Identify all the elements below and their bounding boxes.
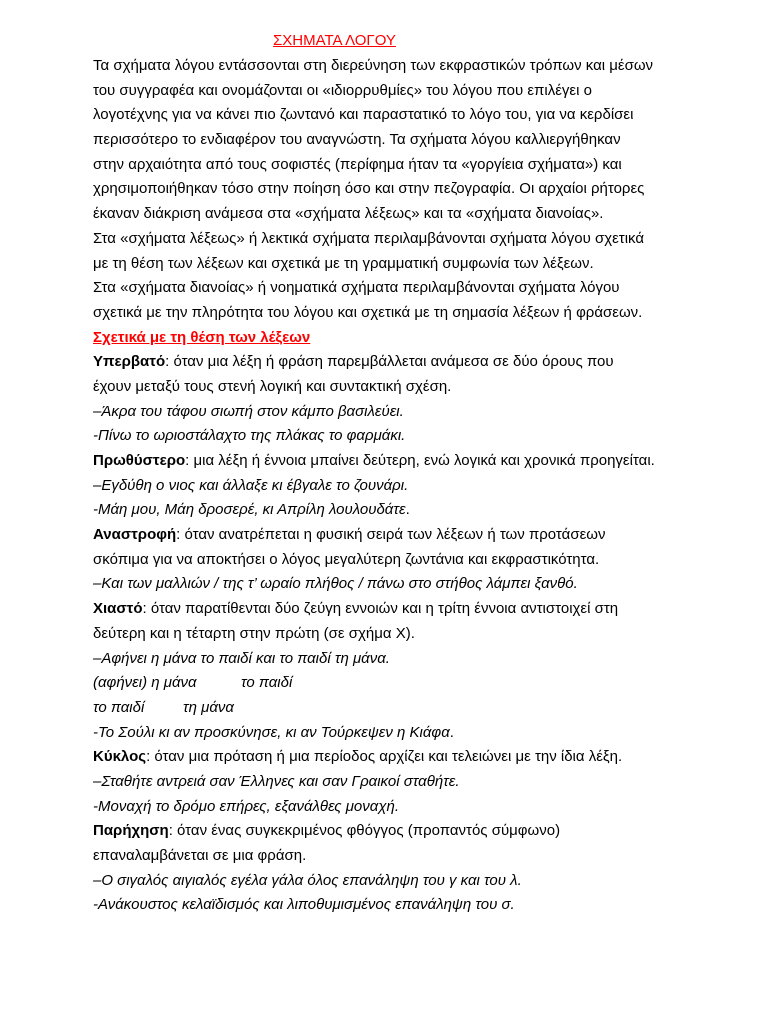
example-punctuation: . bbox=[405, 501, 410, 519]
term-chiasto: Χιαστό bbox=[93, 600, 143, 618]
term-parichisi: Παρήχηση bbox=[93, 822, 169, 840]
definition-text: επαναλαμβάνεται σε μια φράση. bbox=[93, 847, 307, 864]
example-line: –Ο σιγαλός αιγιαλός εγέλα γάλα όλος επανάληψη του γ και του λ. bbox=[93, 871, 522, 889]
term-definition-anastrofi bbox=[93, 523, 693, 548]
definition-text: : μια λέξη ή έννοια μπαίνει δεύτερη, ενώ λογικά και χρονικά προηγείται. bbox=[185, 452, 655, 469]
definition-text: δεύτερη και η τέταρτη στην πρώτη (σε σχήμα Χ). bbox=[93, 624, 415, 642]
example-line: -Ανάκουστος κελαϊδισμός και λιποθυμισμένος επανάληψη του σ. bbox=[93, 896, 515, 914]
term-hyperbato: Υπερβατό bbox=[93, 353, 166, 371]
intro-line: έκαναν διάκριση ανάμεσα στα «σχήματα λέξεως» και τα «σχήματα διανοίας». bbox=[93, 205, 604, 223]
intro-line: του συγγραφέα και ονομάζονται οι «ιδιορρυθμίες» του λόγου που επιλέγει ο bbox=[93, 81, 592, 99]
example-line bbox=[93, 498, 693, 523]
example-line: –Άκρα του τάφου σιωπή στον κάμπο βασιλεύει. bbox=[93, 402, 404, 420]
section-heading: Σχετικά με τη θέση των λέξεων bbox=[93, 328, 311, 346]
chiasm-diagram-row bbox=[93, 696, 693, 721]
example-line: –Εγδύθη ο νιος και άλλαξε κι έβγαλε το ζουνάρι. bbox=[93, 476, 409, 494]
term-definition-parichisi bbox=[93, 819, 693, 844]
intro-line: Στα «σχήματα διανοίας» ή νοηματικά σχήματα περιλαμβάνονται σχήματα λόγου bbox=[93, 279, 620, 297]
example-line: –Σταθήτε αντρειά σαν Έλληνες και σαν Γραικοί σταθήτε. bbox=[93, 772, 460, 790]
term-definition-chiasto bbox=[93, 597, 693, 622]
definition-text: έχουν μεταξύ τους στενή λογική και συντακτική σχέση. bbox=[93, 377, 452, 395]
intro-line: σχετικά με την πληρότητα του λόγου και σχετικά με τη σημασία λέξεων ή φράσεων. bbox=[93, 303, 643, 321]
section-heading-line bbox=[93, 326, 693, 351]
example-line: –Αφήνει η μάνα το παιδί και το παιδί τη μάνα. bbox=[93, 649, 390, 667]
intro-line: περισσότερο το ενδιαφέρον του αναγνώστη. Τα σχήματα λόγου καλλιεργήθηκαν bbox=[93, 131, 621, 149]
chiasm-cell: το παιδί bbox=[93, 698, 145, 716]
term-definition-kyklos bbox=[93, 745, 693, 770]
intro-line: χρησιμοποιήθηκαν τόσο στην ποίηση όσο και στην πεζογραφία. Οι αρχαίοι ρήτορες bbox=[93, 180, 645, 198]
definition-text: : όταν μια πρόταση ή μια περίοδος αρχίζει και τελειώνει με την ίδια λέξη. bbox=[146, 748, 623, 766]
term-prothystero: Πρωθύστερο bbox=[93, 452, 186, 469]
example-text: -Μάη μου, Μάη δροσερέ, κι Απρίλη λουλουδάτε bbox=[93, 501, 406, 519]
term-anastrofi: Αναστροφή bbox=[93, 526, 177, 544]
intro-line: με τη θέση των λέξεων και σχετικά με τη γραμματική συμφωνία των λέξεων. bbox=[93, 254, 594, 272]
example-line bbox=[93, 721, 693, 746]
example-text: -Το Σούλι κι αν προσκύνησε, κι αν Τούρκεψεν η Κιάφα bbox=[93, 723, 450, 741]
intro-line: Τα σχήματα λόγου εντάσσονται στη διερεύνηση των εκφραστικών τρόπων και μέσων bbox=[93, 57, 654, 74]
chiasm-cell: (αφήνει) η μάνα bbox=[93, 674, 197, 692]
example-line: -Μοναχή το δρόμο επήρες, εξανάλθες μοναχή. bbox=[93, 797, 400, 815]
page-title: ΣΧΗΜΑΤΑ ΛΟΓΟΥ bbox=[273, 32, 396, 49]
term-definition-prothystero bbox=[93, 449, 693, 474]
intro-line: λογοτέχνης για να κάνει πιο ζωντανό και παραστατικό το λόγο του, για να κερδίσει bbox=[93, 106, 634, 124]
chiasm-cell: τη μάνα bbox=[183, 698, 234, 716]
definition-text: : όταν ανατρέπεται η φυσική σειρά των λέξεων ή των προτάσεων bbox=[176, 526, 606, 544]
example-punctuation: . bbox=[449, 723, 454, 741]
intro-line: στην αρχαιότητα από τους σοφιστές (περίφημα ήταν τα «γοργίεια σχήματα») και bbox=[93, 155, 622, 173]
definition-text: σκόπιμα για να αποκτήσει ο λόγος μεγαλύτερη ζωντάνια και εκφραστικότητα. bbox=[93, 550, 600, 568]
term-definition-hyperbato bbox=[93, 350, 693, 375]
intro-line: Στα «σχήματα λέξεως» ή λεκτικά σχήματα περιλαμβάνονται σχήματα λόγου σχετικά bbox=[93, 229, 645, 247]
example-line: –Και των μαλλιών / της τ’ ωραίο πλήθος / πάνω στο στήθος λάμπει ξανθό. bbox=[93, 575, 578, 593]
definition-text: : όταν μια λέξη ή φράση παρεμβάλλεται ανάμεσα σε δύο όρους που bbox=[165, 353, 614, 371]
definition-text: : όταν παρατίθενται δύο ζεύγη εννοιών και η τρίτη έννοια αντιστοιχεί στη bbox=[142, 600, 619, 618]
example-line: -Πίνω το ωριοστάλαχτο της πλάκας το φαρμάκι. bbox=[93, 427, 406, 445]
chiasm-cell: το παιδί bbox=[241, 674, 293, 692]
term-kyklos: Κύκλος bbox=[93, 748, 147, 766]
definition-text: : όταν ένας συγκεκριμένος φθόγγος (προπαντός σύμφωνο) bbox=[168, 822, 561, 840]
chiasm-diagram-row bbox=[93, 671, 693, 696]
document-body bbox=[93, 54, 693, 918]
